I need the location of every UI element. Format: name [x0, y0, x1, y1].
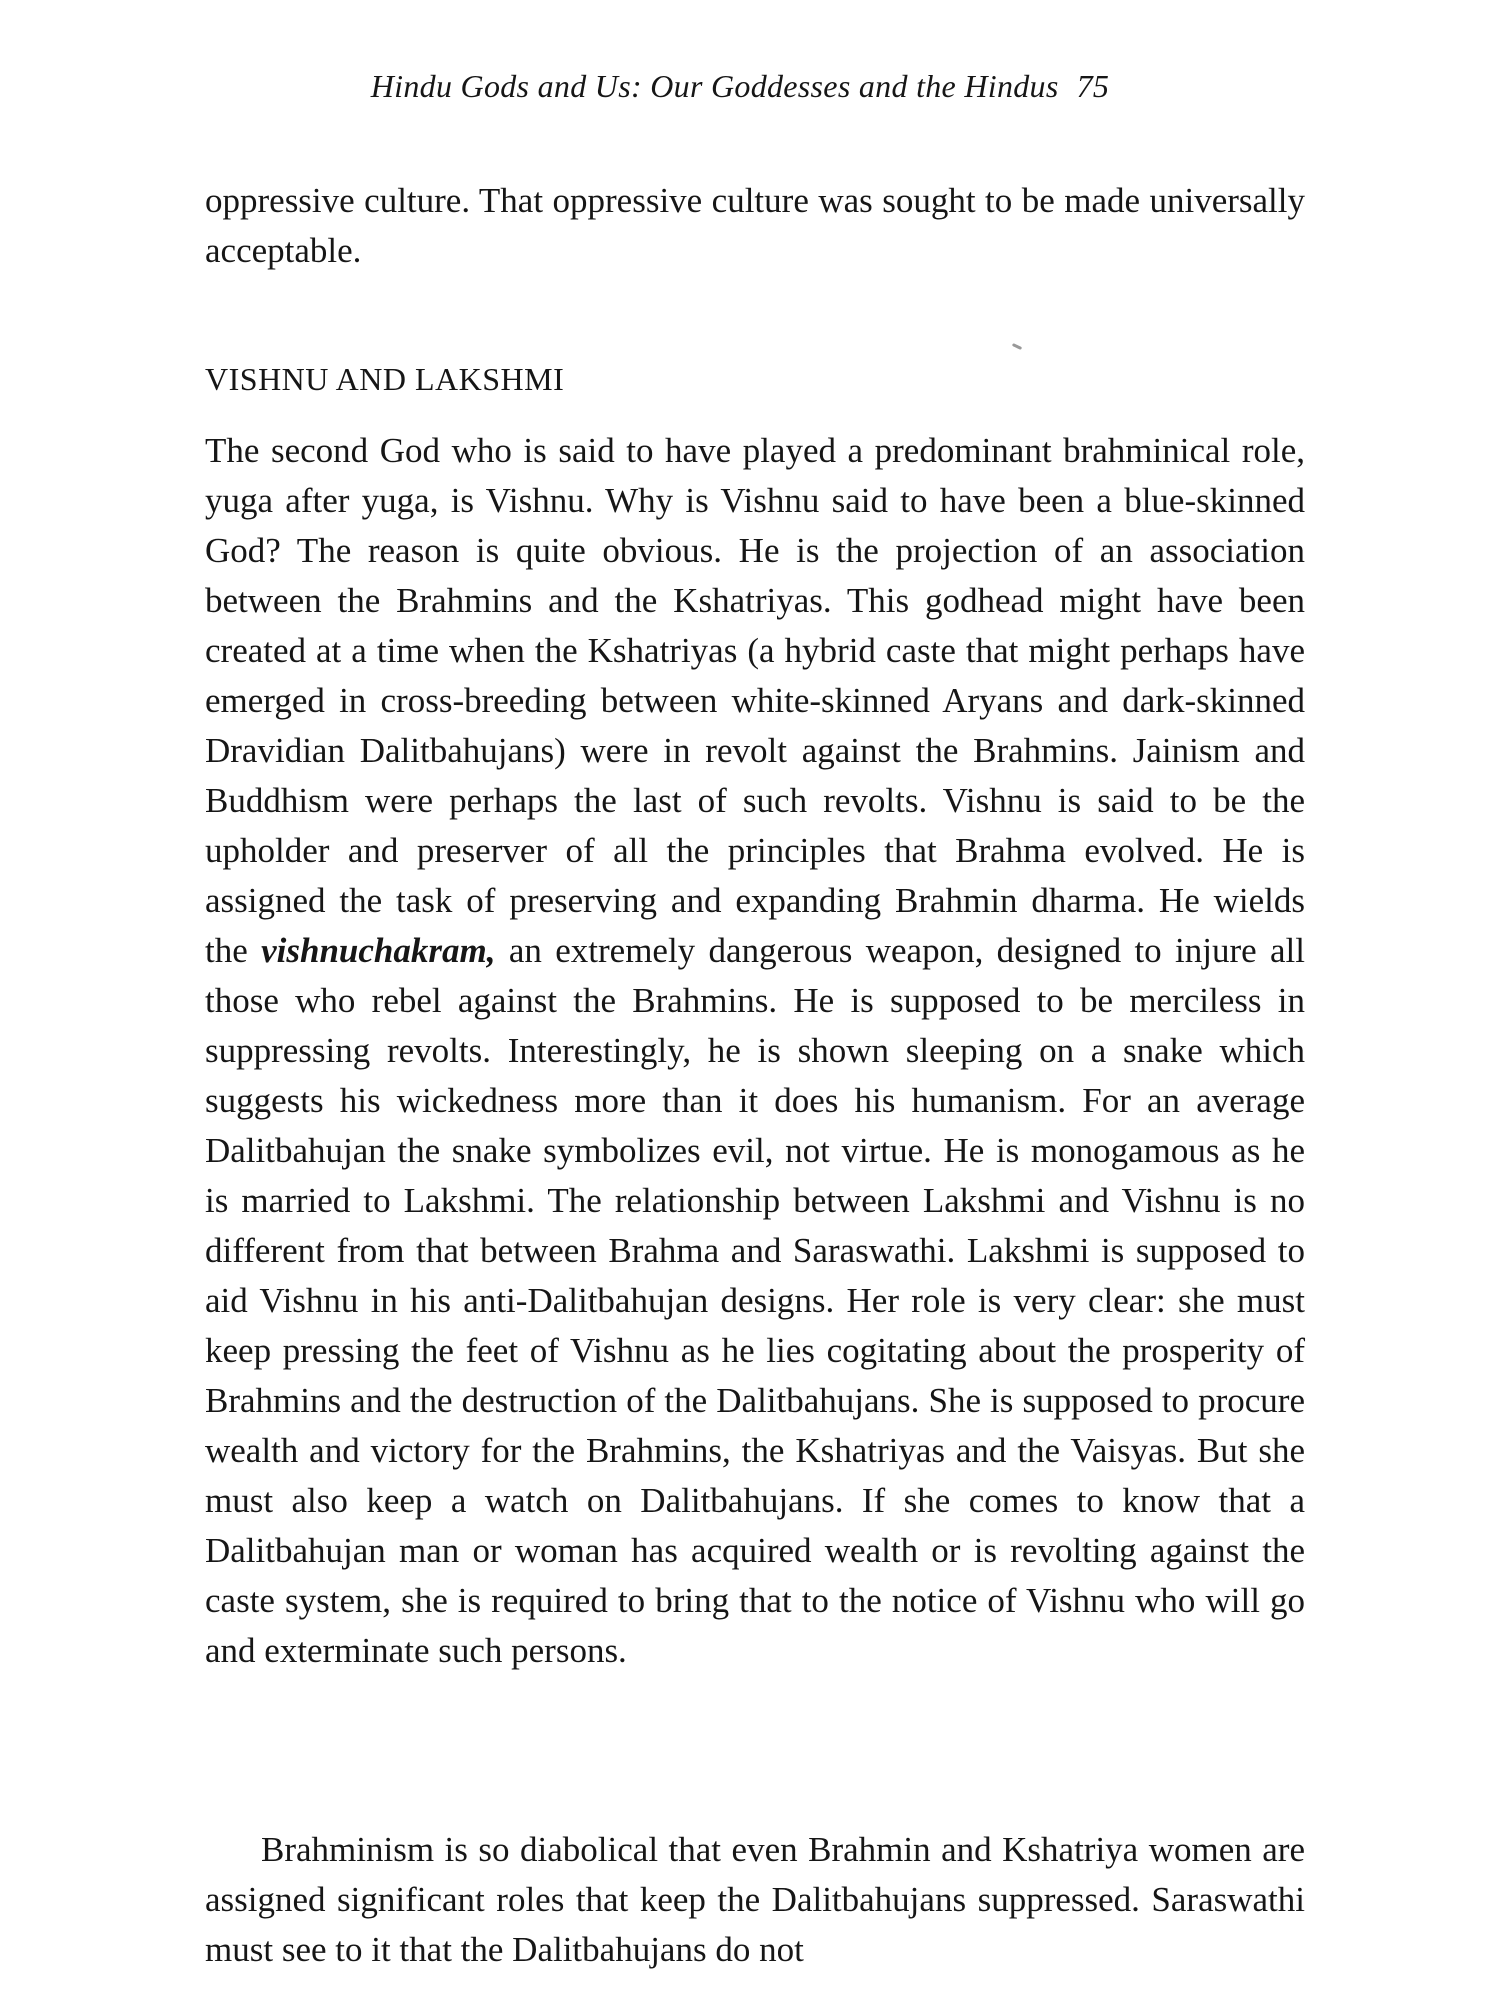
section-heading: VISHNU AND LAKSHMI	[205, 361, 565, 397]
main-paragraph-part2: an extremely dangerous weapon, designed to injure all those who rebel against the Brahmins. He is supposed to be merciless in suppressing revolts. Interestingly, he is shown sleeping on a snake which suggests his wickedness more than it does his humanism. For an average Dalitbahujan the snake symbolizes evil, not virtue. He is monogamous as he is married to Lakshmi. The relationship between Lakshmi and Vishnu is no different from that between Brahma and Saraswathi. Lakshmi is supposed to aid Vishnu in his anti-Dalitbahujan designs. Her role is very clear: she must keep pressing the feet of Vishnu as he lies cogitating about the prosperity of Brahmins and the destruction of the Dalitbahujans. She is supposed to procure wealth and victory for the Brahmins, the Kshatriyas and the Vaisyas. But she must also keep a watch on Dalitbahujans. If she comes to know that a Dalitbahujan man or woman has acquired wealth or is revolting against the caste system, she is required to bring that to the notice of Vishnu who will go and exterminate such persons.	[205, 931, 1306, 1670]
closing-paragraph: Brahminism is so diabolical that even Brahmin and Kshatriya women are assigned significant roles that keep the Dalitbahujans suppressed. Saraswathi must see to it that the Dalitbahujans do not	[205, 1830, 1305, 1969]
main-paragraph-part1: The second God who is said to have played a predominant brahminical role, yuga after yuga, is Vishnu. Why is Vishnu said to have been a blue-skinned God? The reason is quite obvious. He is the projection of an association between the Brahmins and the Kshatriyas. This godhead might have been created at a time when the Kshatriyas (a hybrid caste that might perhaps have emerged in cross-breeding between white-skinned Aryans and dark-skinned Dravidian Dalitbahujans) were in revolt against the Brahmins. Jainism and Buddhism were perhaps the last of such revolts. Vishnu is said to be the upholder and preserver of all the principles that Brahma evolved. He is assigned the task of preserving and expanding Brahmin dharma. He wields the	[205, 431, 1305, 970]
running-title: Hindu Gods and Us: Our Goddesses and the Hindus	[370, 68, 1059, 104]
emphasized-term: vishnuchakram,	[261, 931, 496, 970]
opening-paragraph: oppressive culture. That oppressive culture was sought to be made universally acceptable.	[205, 181, 1305, 270]
main-paragraph	[205, 426, 1305, 1676]
scan-speck	[1012, 343, 1022, 350]
page-number: 75	[1076, 68, 1110, 104]
running-header	[300, 66, 1180, 106]
